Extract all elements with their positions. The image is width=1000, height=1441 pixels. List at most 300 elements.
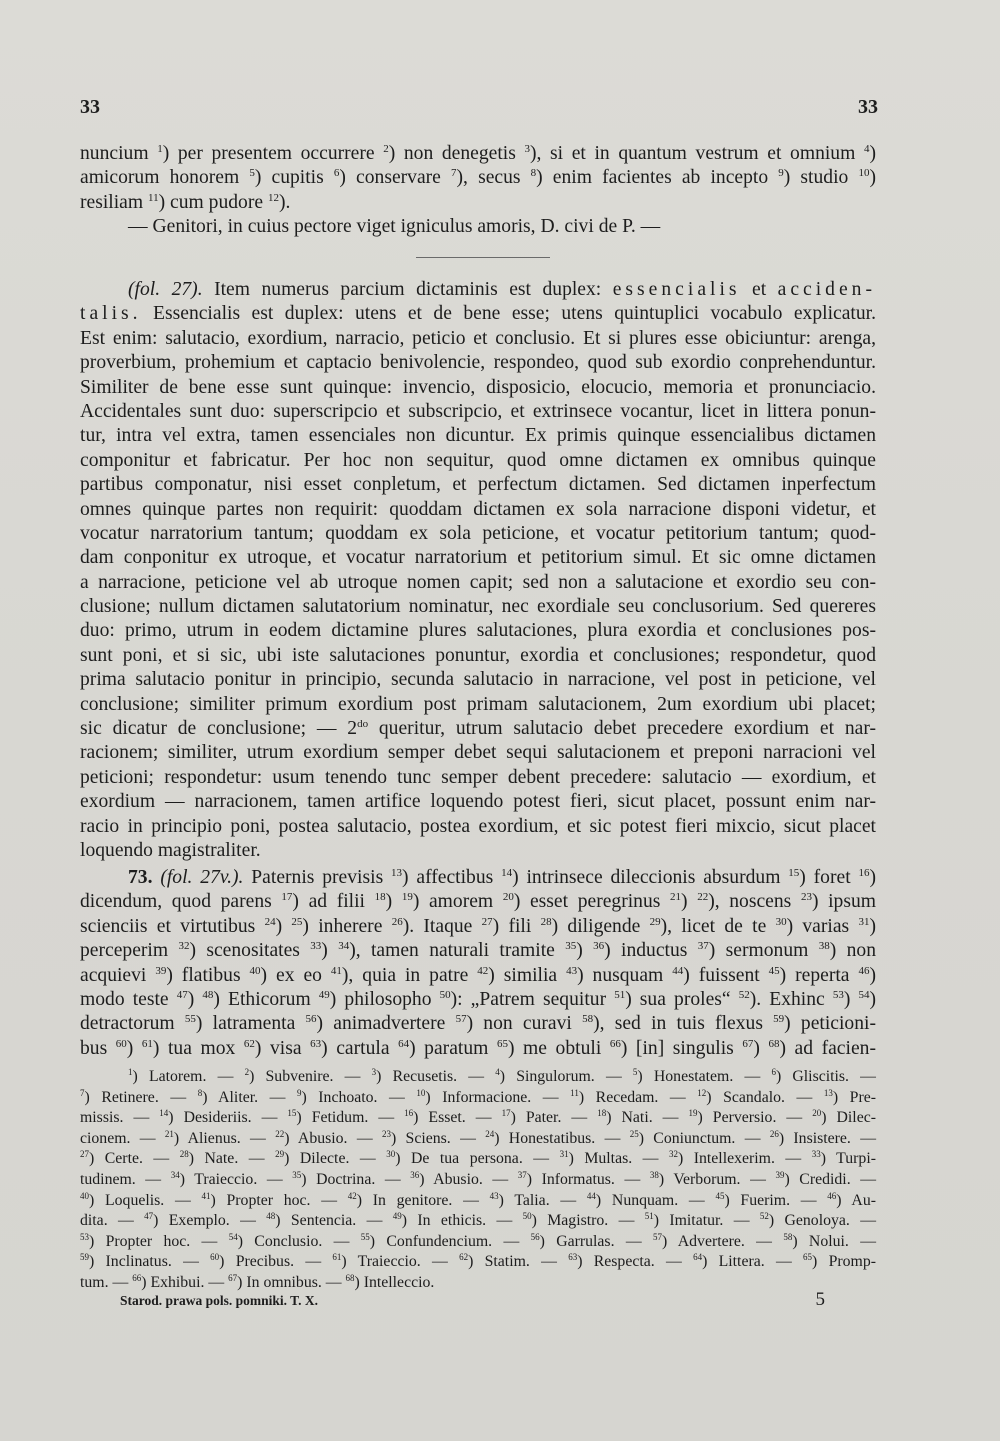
footnote-ref: 13 [391,867,403,879]
text-run: ) In ethicis. — [401,1212,523,1230]
text-run: ) philosopho [329,988,440,1010]
main_para-line [80,546,876,570]
footnote-ref: 33 [310,940,322,953]
footnote-ref: 9 [778,167,784,180]
text-run: ) visa [254,1037,311,1059]
main-paragraph [80,278,876,863]
text-run: ) inductus [604,940,698,962]
text-run: ), secus [456,167,531,189]
text-run: Est enim: salutacio, exordium, narracio, peticio et conclusio. Et si plures esse obiciuntur: arenga, [80,327,876,349]
text-run: ) esset peregrinus [513,891,671,913]
footnote-ref: 49 [392,1211,402,1222]
footnote-ref: 8 [530,167,537,180]
footnote-ref: 9 [296,1087,302,1098]
footnote-ref: 64 [398,1037,410,1050]
text-run: ) diligende [551,915,650,937]
text-run: ) [385,891,402,913]
section_73-line [80,866,876,890]
footnote-ref: 21 [164,1128,174,1139]
footnote-ref: 31 [858,915,870,928]
section_73-line [80,939,876,963]
main_para-line [80,571,876,595]
text-run: ) conservare [339,167,452,189]
text-run: ) De tua persona. — [395,1150,560,1168]
text-run: omnes quinque partes non requirit: quoddam dictamen ex sola narracione disponi videtur, et [80,498,876,520]
footnote-ref: 38 [649,1169,659,1180]
footnotes-line [80,1191,876,1212]
text-run: ) ex eo [260,964,331,986]
text-run: ) tua mox [152,1037,244,1059]
footnote-ref: 44 [672,964,684,977]
text-run: ) ipsum [811,891,877,913]
footnote-ref: 14 [159,1108,169,1119]
footnotes-line [80,1211,876,1232]
footnote-ref: 43 [489,1190,499,1201]
main_para-line [80,498,876,522]
text-run: ) Certe. — [89,1150,180,1168]
text-run: ) [869,915,876,937]
footnote-ref: 62 [243,1037,255,1050]
footnote-ref: 8 [197,1087,203,1098]
footnote-ref: 12 [697,1087,707,1098]
text-run: ) Promp- [812,1253,876,1271]
text-run: prima salutacio ponitur in principio, secunda salutacio in narracione, vel post in peticione, vel [80,669,876,691]
text-run: scienciis et virtutibus [80,915,265,937]
main_para-line [80,400,876,424]
footnote-ref: 68 [345,1272,355,1283]
footnote-ref: 56 [530,1231,540,1242]
text-run: ) Exhibui. — [141,1273,229,1291]
footnote-ref: 40 [80,1190,89,1201]
footnote-ref: 29 [275,1149,285,1160]
text-run: nuncium [80,143,158,164]
footnote-ref: 30 [775,915,787,928]
text-run: ) Ethicorum [213,988,319,1010]
main_para-line [80,278,876,302]
text-run: modo teste [80,988,177,1010]
footnote-ref: 22 [697,891,709,904]
text-run: ) Recusetis. — [376,1068,496,1085]
text-run: ) sermonum [708,940,819,962]
text-run: cionem. — [80,1129,165,1147]
footnote-ref: 48 [266,1211,276,1222]
footnote-ref: 10 [416,1087,426,1098]
text-run: ) Multas. — [568,1150,669,1168]
footnote-ref: 7 [80,1087,85,1098]
text-run: ) Intellexerim. — [677,1150,812,1168]
text-run: ) Verborum. — [658,1170,776,1188]
text-run: ) Conclusio. — [237,1232,361,1250]
footnote-ref: 44 [586,1190,596,1201]
footnote-ref: 13 [823,1087,833,1098]
footer-signature: Starod. prawa pols. pomniki. T. X. [120,1293,319,1308]
footnote-ref: 50 [439,988,451,1001]
text-run: tudinem. — [80,1170,171,1188]
footnote-ref: 17 [281,891,293,904]
footnote-ref: 33 [811,1149,821,1160]
text-run: ) non curavi [466,1013,583,1035]
footnote-ref: 15 [287,1108,297,1119]
footnote-ref: 61 [141,1037,153,1050]
footnote-ref: 57 [653,1231,663,1242]
footnotes-line [80,1067,876,1088]
footnote-ref: 2 [383,143,389,155]
spaced-term: acciden- [777,279,876,300]
text-run: ) non [829,940,876,962]
footnote-ref: 16 [404,1108,414,1119]
text-run: sic dicatur de conclusione; — 2 [80,718,358,740]
section_73-line [80,964,876,988]
footnote-ref: 39 [775,1169,785,1180]
text-run: a narracione, peticione vel ab utroque nomen capit; sed non a salutacione et exordio seu con- [80,571,876,593]
footnote-ref: 39 [155,964,167,977]
footnotes-line [80,1252,876,1273]
closing-line: — Genitori, in cuius pectore viget igniculus amoris, D. civi de P. — [128,216,661,237]
text-run: ), noscens [708,891,801,913]
text-run: Accidentales sunt duo: superscripcio et subscripcio, et extrinsece vocantur, licet in littera ponun- [80,400,876,422]
footnote-ref: 4 [495,1067,500,1077]
footnote-ref: 52 [738,988,750,1001]
text-run: ) cupitis [254,167,334,189]
footnote-ref: 49 [318,988,330,1001]
footnote-ref: 23 [800,891,812,904]
text-run: ), tamen naturali tramite [349,940,566,962]
text-run: ) animadvertere [316,1013,456,1035]
footer-page-number: 5 [815,1289,825,1310]
main_para-line [80,815,876,839]
text-run: ) Recedam. — [578,1088,698,1106]
text-run: clusione; nullum dictamen salutatorium nominatur, nec exordiale seu conclusorium. Sed quereres [80,596,876,618]
text-run: ) Alienus. — [173,1129,276,1147]
footnote-ref: 32 [668,1149,678,1160]
text-run: ) Fuerim. — [724,1191,828,1209]
text-run: perceperim [80,940,179,962]
footnote-ref: 27 [80,1149,89,1160]
text-run: ): „Patrem sequitur [450,988,615,1010]
footnote-ref: 25 [629,1128,639,1139]
footnote-ref: 57 [455,1013,467,1026]
footnotes-line [80,1232,876,1253]
top_para-line [80,166,876,190]
footnote-ref: 67 [742,1037,754,1050]
text-run: ) [187,988,203,1010]
text-run: ) Loquelis. — [89,1191,202,1209]
text-run: ) Desideriis. — [168,1109,288,1127]
footnote-ref: 37 [697,940,709,953]
footnote-ref: 54 [858,988,870,1001]
header-page-number-right: 33 [858,96,878,118]
footnote-ref: 53 [832,988,844,1001]
text-run: ) [in] singulis [620,1037,743,1059]
footnote-ref: 19 [401,891,413,904]
text-run: ) Dilecte. — [284,1150,387,1168]
footnotes-line [80,1149,876,1170]
text-run: ) Esset. — [413,1109,502,1127]
text-run: missis. — [80,1109,160,1127]
text-run: ) Confundencium. — [369,1232,531,1250]
main_para-line [80,693,876,717]
text-run: ) Sciens. — [390,1129,486,1147]
text-run: ) Exemplo. — [153,1212,267,1230]
text-run: ) Nolui. — [792,1232,876,1250]
footnote-ref: 14 [501,867,513,879]
footnote-ref: 45 [768,964,780,977]
text-run: amicorum honorem [80,167,250,189]
footnote-ref: 26 [769,1128,779,1139]
text-run: ) [869,867,877,888]
text-run: ), quia in patre [341,964,478,986]
text-run: ) [275,915,292,937]
spaced-term: talis. [80,303,142,325]
text-run: ) affectibus [402,867,502,888]
footnote-ref: 47 [144,1211,154,1222]
text-run: ) Talia. — [498,1191,587,1209]
footnote-ref: 36 [593,940,605,953]
footnote-ref: 6 [333,167,340,180]
section-separator [416,257,550,258]
footnote-ref: 30 [386,1149,396,1160]
footnote-ref: 17 [501,1108,511,1119]
main_para-line [80,376,876,400]
footnote-ref: 58 [783,1231,793,1242]
text-run: tur, intra vel extra, tamen essenciales non dicuntur. Ex primis quinque essencialibus dictamen [80,425,876,447]
text-run: ) Gliscitis. — [775,1068,876,1085]
main_para-line [80,351,876,375]
footnote-ref: 40 [249,964,261,977]
text-run: ) Credidi. — [784,1170,877,1188]
section-number: 73. [128,867,153,888]
footnote-ref: 32 [178,940,190,953]
section_73-line [80,1012,876,1036]
footnotes-line [80,1088,876,1109]
text-run: resiliam [80,191,149,213]
footnotes-line [80,1129,876,1150]
section_73-line [80,915,876,939]
text-run: ) Propter hoc. — [89,1232,229,1250]
text-run: sunt poni, et si sic, ubi iste salutaciones ponuntur, exordia et conclusiones; respondetur, quod [80,644,876,666]
text-run: ) In genitore. — [356,1191,490,1209]
text-run: ) inherere [302,915,392,937]
folio-ref: (fol. 27). [128,279,203,300]
text-run: ) [576,940,594,962]
text-run: ) Respecta. — [577,1253,694,1271]
footnotes-line [80,1273,876,1294]
text-run: ) Informatus. — [526,1170,650,1188]
footnotes [80,1067,876,1294]
text-run: ) ad filii [292,891,375,913]
text-run: ) Nunquam. — [595,1191,716,1209]
main_para-line [80,766,876,790]
main_para-line [80,741,876,765]
footnote-ref: 47 [176,988,188,1001]
text-run: ) Doctrina. — [301,1170,411,1188]
text-run: ) Precibus. — [219,1253,333,1271]
text-run: proverbium, prohemium et captacio benivolencie, respondeo, quod sub exordio conprehenduntur. [80,352,876,374]
text-run: ) [681,891,698,913]
footnote-ref: 3 [524,143,530,155]
footnote-ref: 60 [115,1037,127,1050]
text-run: ) Garrulas. — [539,1232,654,1250]
text-run: ) Latorem. — [132,1068,245,1085]
footnote-ref: 12 [267,191,279,204]
text-run: ) Dilec- [821,1109,876,1127]
text-run: ) ad facien- [779,1037,876,1059]
footnote-ref: 19 [688,1108,698,1119]
opening-paragraph [80,142,876,215]
section_73-line [80,1037,876,1061]
text-run: ) per presentem occurrere [162,143,384,164]
text-run: queritur, utrum salutacio debet precedere exordium et nar- [368,718,876,740]
footnote-ref: 46 [858,964,870,977]
footnote-ref: 28 [540,915,552,928]
footnote-ref: 11 [570,1087,579,1098]
text-run: ) [126,1037,142,1059]
footnote-ref: 3 [371,1067,377,1077]
text-run: ) Nati. — [606,1109,689,1127]
footnote-ref: 21 [670,891,682,904]
footnote-ref: 34 [338,940,350,953]
footnote-ref: 50 [522,1211,532,1222]
text-run: ) Honestatibus. — [494,1129,630,1147]
text-run: ) Sentencia. — [275,1212,393,1230]
text-run: tum. — [80,1273,133,1291]
footnote-ref: 36 [410,1169,420,1180]
text-run: ) Au- [836,1191,876,1209]
footnote-ref: 28 [179,1149,189,1160]
text-run: ) Inchoato. — [301,1088,417,1106]
text-run: ), si et in quantum vestrum et omnium [529,143,864,164]
section_73-line [80,890,876,914]
text-run: ) [869,964,876,986]
text-run: ) Insistere. — [778,1129,877,1147]
main_para-line [80,595,876,619]
text-run: ) peticioni- [784,1013,876,1035]
footnote-ref: 59 [773,1013,785,1026]
main_para-line [80,522,876,546]
text-run: ) Imitatur. — [653,1212,760,1230]
main_para-line [80,668,876,692]
text-run: ) Abusio. — [284,1129,382,1147]
text-run: Essencialis est duplex: utens et de bene esse; utens quintuplici vocabulo explicatur. [141,303,876,325]
text-run: duo: primo, utrum in eodem dictamine plures salutaciones, plura exordia et conclusiones pos- [80,620,876,642]
text-run: ) Coniunctum. — [638,1129,770,1147]
footnote-ref: 35 [292,1169,302,1180]
footnote-ref: 45 [715,1190,725,1201]
text-run: componitur et fabricatur. Per hoc non sequitur, quod omne dictamen ex omnibus quinque [80,449,876,471]
footnote-ref: 5 [632,1067,638,1077]
footnote-ref: 59 [80,1252,89,1263]
footnote-ref: 16 [858,867,870,879]
main_para-line [80,790,876,814]
text-run: peticioni; respondetur: usum tenendo tunc semper debent precedere: salutacio — exordium, et [80,766,876,788]
footnote-ref: 7 [451,167,457,180]
text-run: ) Littera. — [702,1253,804,1271]
footnote-ref: 53 [80,1231,89,1242]
main_para-line [80,644,876,668]
footnote-ref: 58 [582,1013,594,1026]
text-run: acquievi [80,964,156,986]
footnote-ref: 31 [559,1149,569,1160]
text-run: racionem; similiter, utrum exordium semper debet sequi salutacionem et preponi narracioni vel [80,742,876,764]
footnote-ref: 43 [566,964,578,977]
main_para-line [80,449,876,473]
footnote-ref: 22 [275,1128,285,1139]
text-run: ) flatibus [166,964,250,986]
footnotes-line [80,1170,876,1191]
text-run: loquendo magistraliter. [80,839,261,861]
footnote-ref: do [357,718,369,731]
footnote-ref: 5 [249,167,255,180]
top_para-line [80,191,876,215]
footnotes-line [80,1108,876,1129]
text-run: ) Pre- [832,1088,876,1106]
text-run: et [740,279,778,300]
main_para-line [80,619,876,643]
main_para-line [80,717,876,741]
footnote-ref: 23 [381,1128,391,1139]
footnote-ref: 41 [201,1190,211,1201]
text-run: ), licet de te [660,915,776,937]
footnote-ref: 35 [565,940,577,953]
text-run: ) Statim. — [468,1253,569,1271]
footnote-ref: 46 [827,1190,837,1201]
footnote-ref: 38 [818,940,830,953]
footnote-ref: 62 [459,1252,469,1263]
text-run: ) Abusio. — [419,1170,518,1188]
text-run: ). [278,191,291,213]
footnote-ref: 1 [128,1067,133,1077]
footnote-ref: 61 [332,1252,342,1263]
footnote-ref: 56 [305,1013,317,1026]
text-run: exordium — narracionem, tamen artifice loquendo potest fieri, sicut placet, possunt enim nar- [80,791,876,813]
text-run: ) Perversio. — [697,1109,813,1127]
text-run: ) foret [799,867,859,888]
text-run: ) Traieccio. — [341,1253,460,1271]
text-run: ) fili [492,915,541,937]
folio-ref: (fol. 27v.). [160,867,244,888]
closing-line-wrapper [80,215,876,239]
text-run: ) sua proles“ [625,988,739,1010]
footnote-ref: 37 [517,1169,527,1180]
text-run: ) [869,167,876,189]
text-run: ) Intelleccio. [354,1273,435,1291]
text-run: ) similia [488,964,567,986]
text-run: ) Traieccio. — [179,1170,293,1188]
text-run: ) Inclinatus. — [89,1253,211,1271]
text-run: ) amorem [412,891,503,913]
footnote-ref: 66 [609,1037,621,1050]
text-run: ) Honestatem. — [637,1068,772,1085]
footnote-ref: 65 [496,1037,508,1050]
text-run: ) [321,940,339,962]
footnote-ref: 68 [768,1037,780,1050]
footnote-ref: 20 [812,1108,822,1119]
text-run: ) Pater. — [510,1109,598,1127]
text-run: Paternis previsis [243,867,392,888]
main_para-line [80,473,876,497]
text-run: dam conponitur ex utroque, et vocatur narratorium et petitorium simul. Et sic omne dictamen [80,547,876,569]
main_para-line [80,302,876,326]
footnote-ref: 24 [485,1128,495,1139]
text-run: ) studio [783,167,859,189]
footnote-ref: 2 [244,1067,250,1077]
text-run: conclusione; similiter primum exordium post primam salutacionem, 2um exordium ubi placet; [80,693,876,715]
footnote-ref: 66 [132,1272,142,1283]
text-run: bus [80,1037,116,1059]
header-page-number-left: 33 [80,96,100,118]
footnote-ref: 27 [481,915,493,928]
footnote-ref: 42 [477,964,489,977]
